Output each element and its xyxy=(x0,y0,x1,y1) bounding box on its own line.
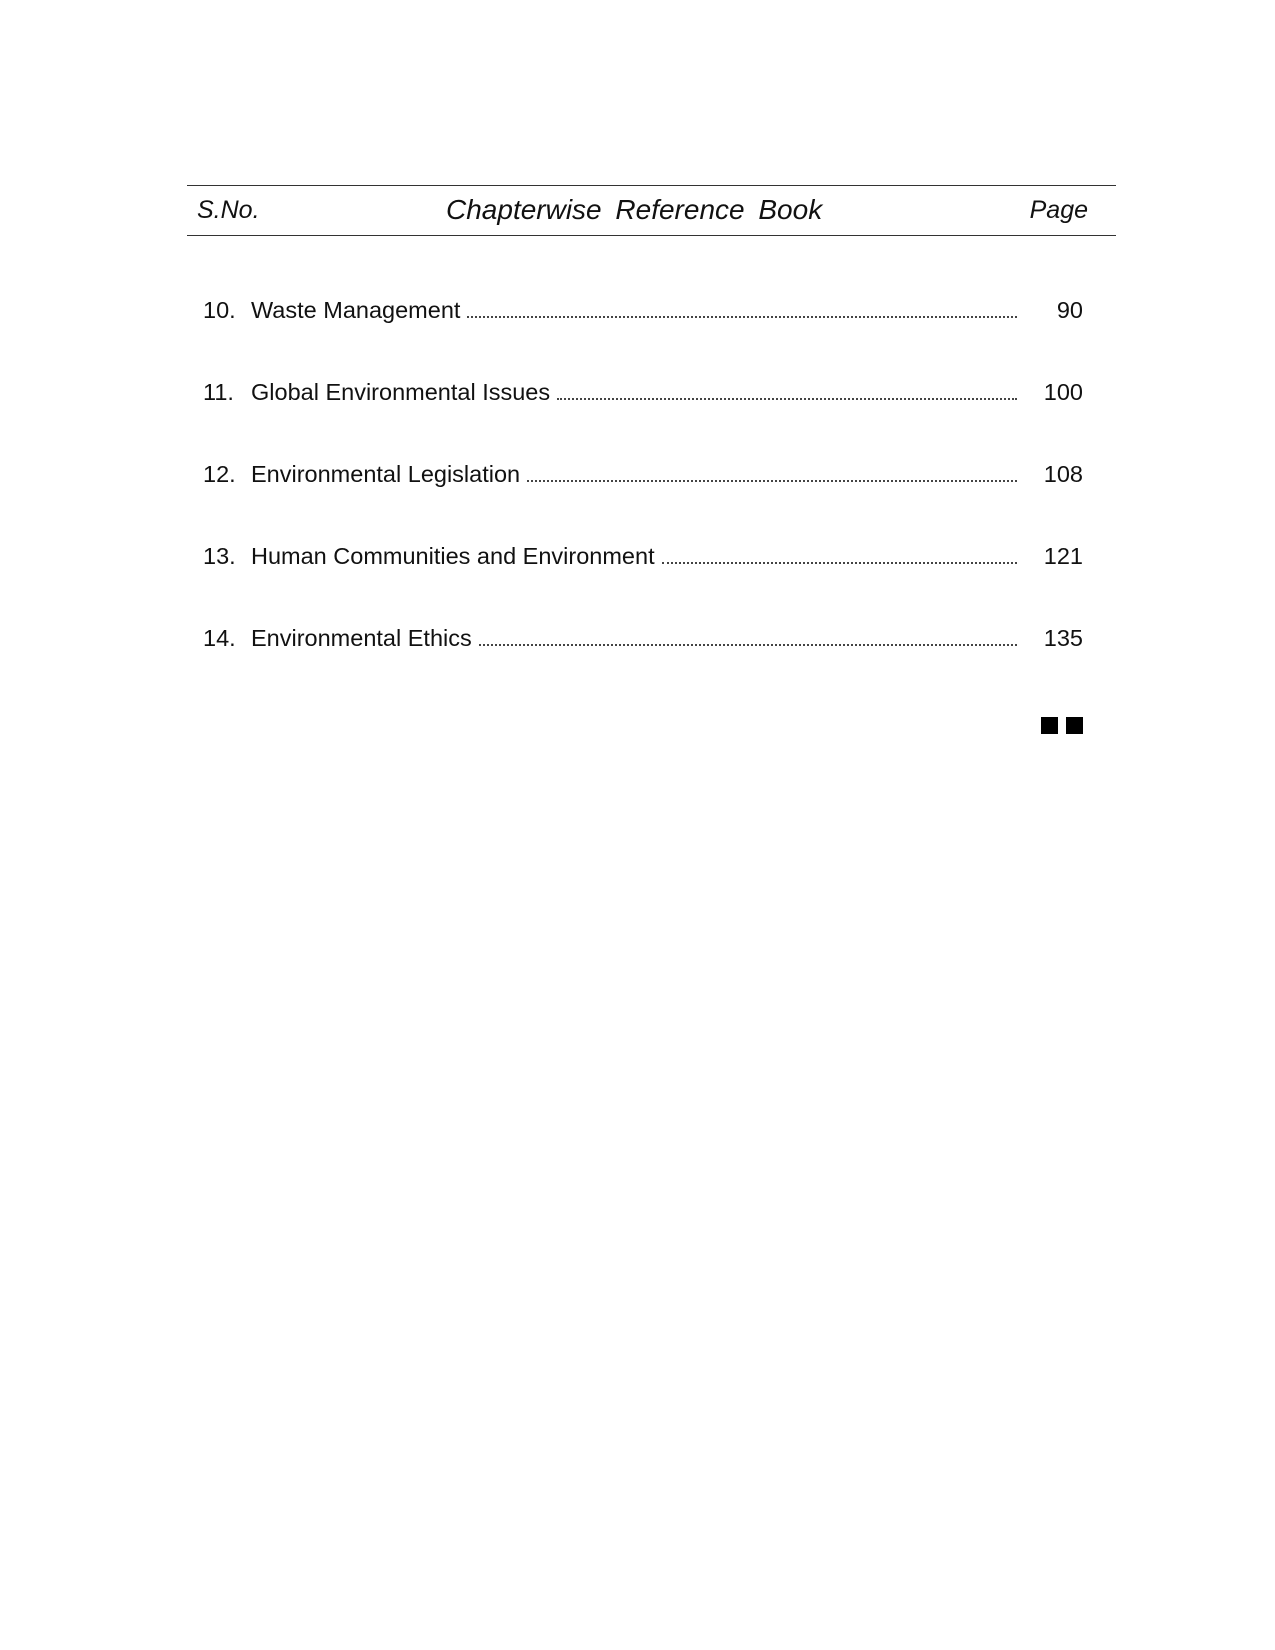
toc-entry-title: Global Environmental Issues xyxy=(251,379,551,405)
toc-entry-number: 10. xyxy=(203,297,236,323)
toc-entry[interactable] xyxy=(203,458,1083,490)
dot-leader xyxy=(479,636,1017,646)
toc-entry-title: Environmental Ethics xyxy=(251,625,472,651)
toc-entry-number: 14. xyxy=(203,625,236,651)
toc-entry-page: 121 xyxy=(1043,543,1083,569)
toc-entry-number: 13. xyxy=(203,543,236,569)
toc-entry-number: 11. xyxy=(203,379,234,405)
square-mark-icon xyxy=(1041,717,1058,734)
dot-leader xyxy=(557,390,1017,400)
toc-entry[interactable] xyxy=(203,294,1083,326)
toc-entry-title: Human Communities and Environment xyxy=(251,543,655,569)
dot-leader xyxy=(527,472,1017,482)
toc-entry[interactable] xyxy=(203,540,1083,572)
toc-entry-page: 135 xyxy=(1043,625,1083,651)
toc-entry[interactable] xyxy=(203,622,1083,654)
toc-entry-page: 100 xyxy=(1043,379,1083,405)
dot-leader xyxy=(662,554,1017,564)
toc-entry-page: 90 xyxy=(1056,297,1083,323)
header-page-label: Page xyxy=(1029,196,1088,224)
toc-entry-title: Environmental Legislation xyxy=(251,461,521,487)
square-mark-icon xyxy=(1066,717,1083,734)
toc-entry-page: 108 xyxy=(1043,461,1083,487)
toc-entry[interactable] xyxy=(203,376,1083,408)
toc-entry-title: Waste Management xyxy=(251,297,461,323)
header-sno-label: S.No. xyxy=(197,196,260,224)
toc-entry-number: 12. xyxy=(203,461,236,487)
dot-leader xyxy=(467,308,1017,318)
double-square-end-mark-icon xyxy=(1041,717,1083,734)
page-title: Chapterwise Reference Book xyxy=(446,194,823,225)
table-header xyxy=(187,185,1116,236)
